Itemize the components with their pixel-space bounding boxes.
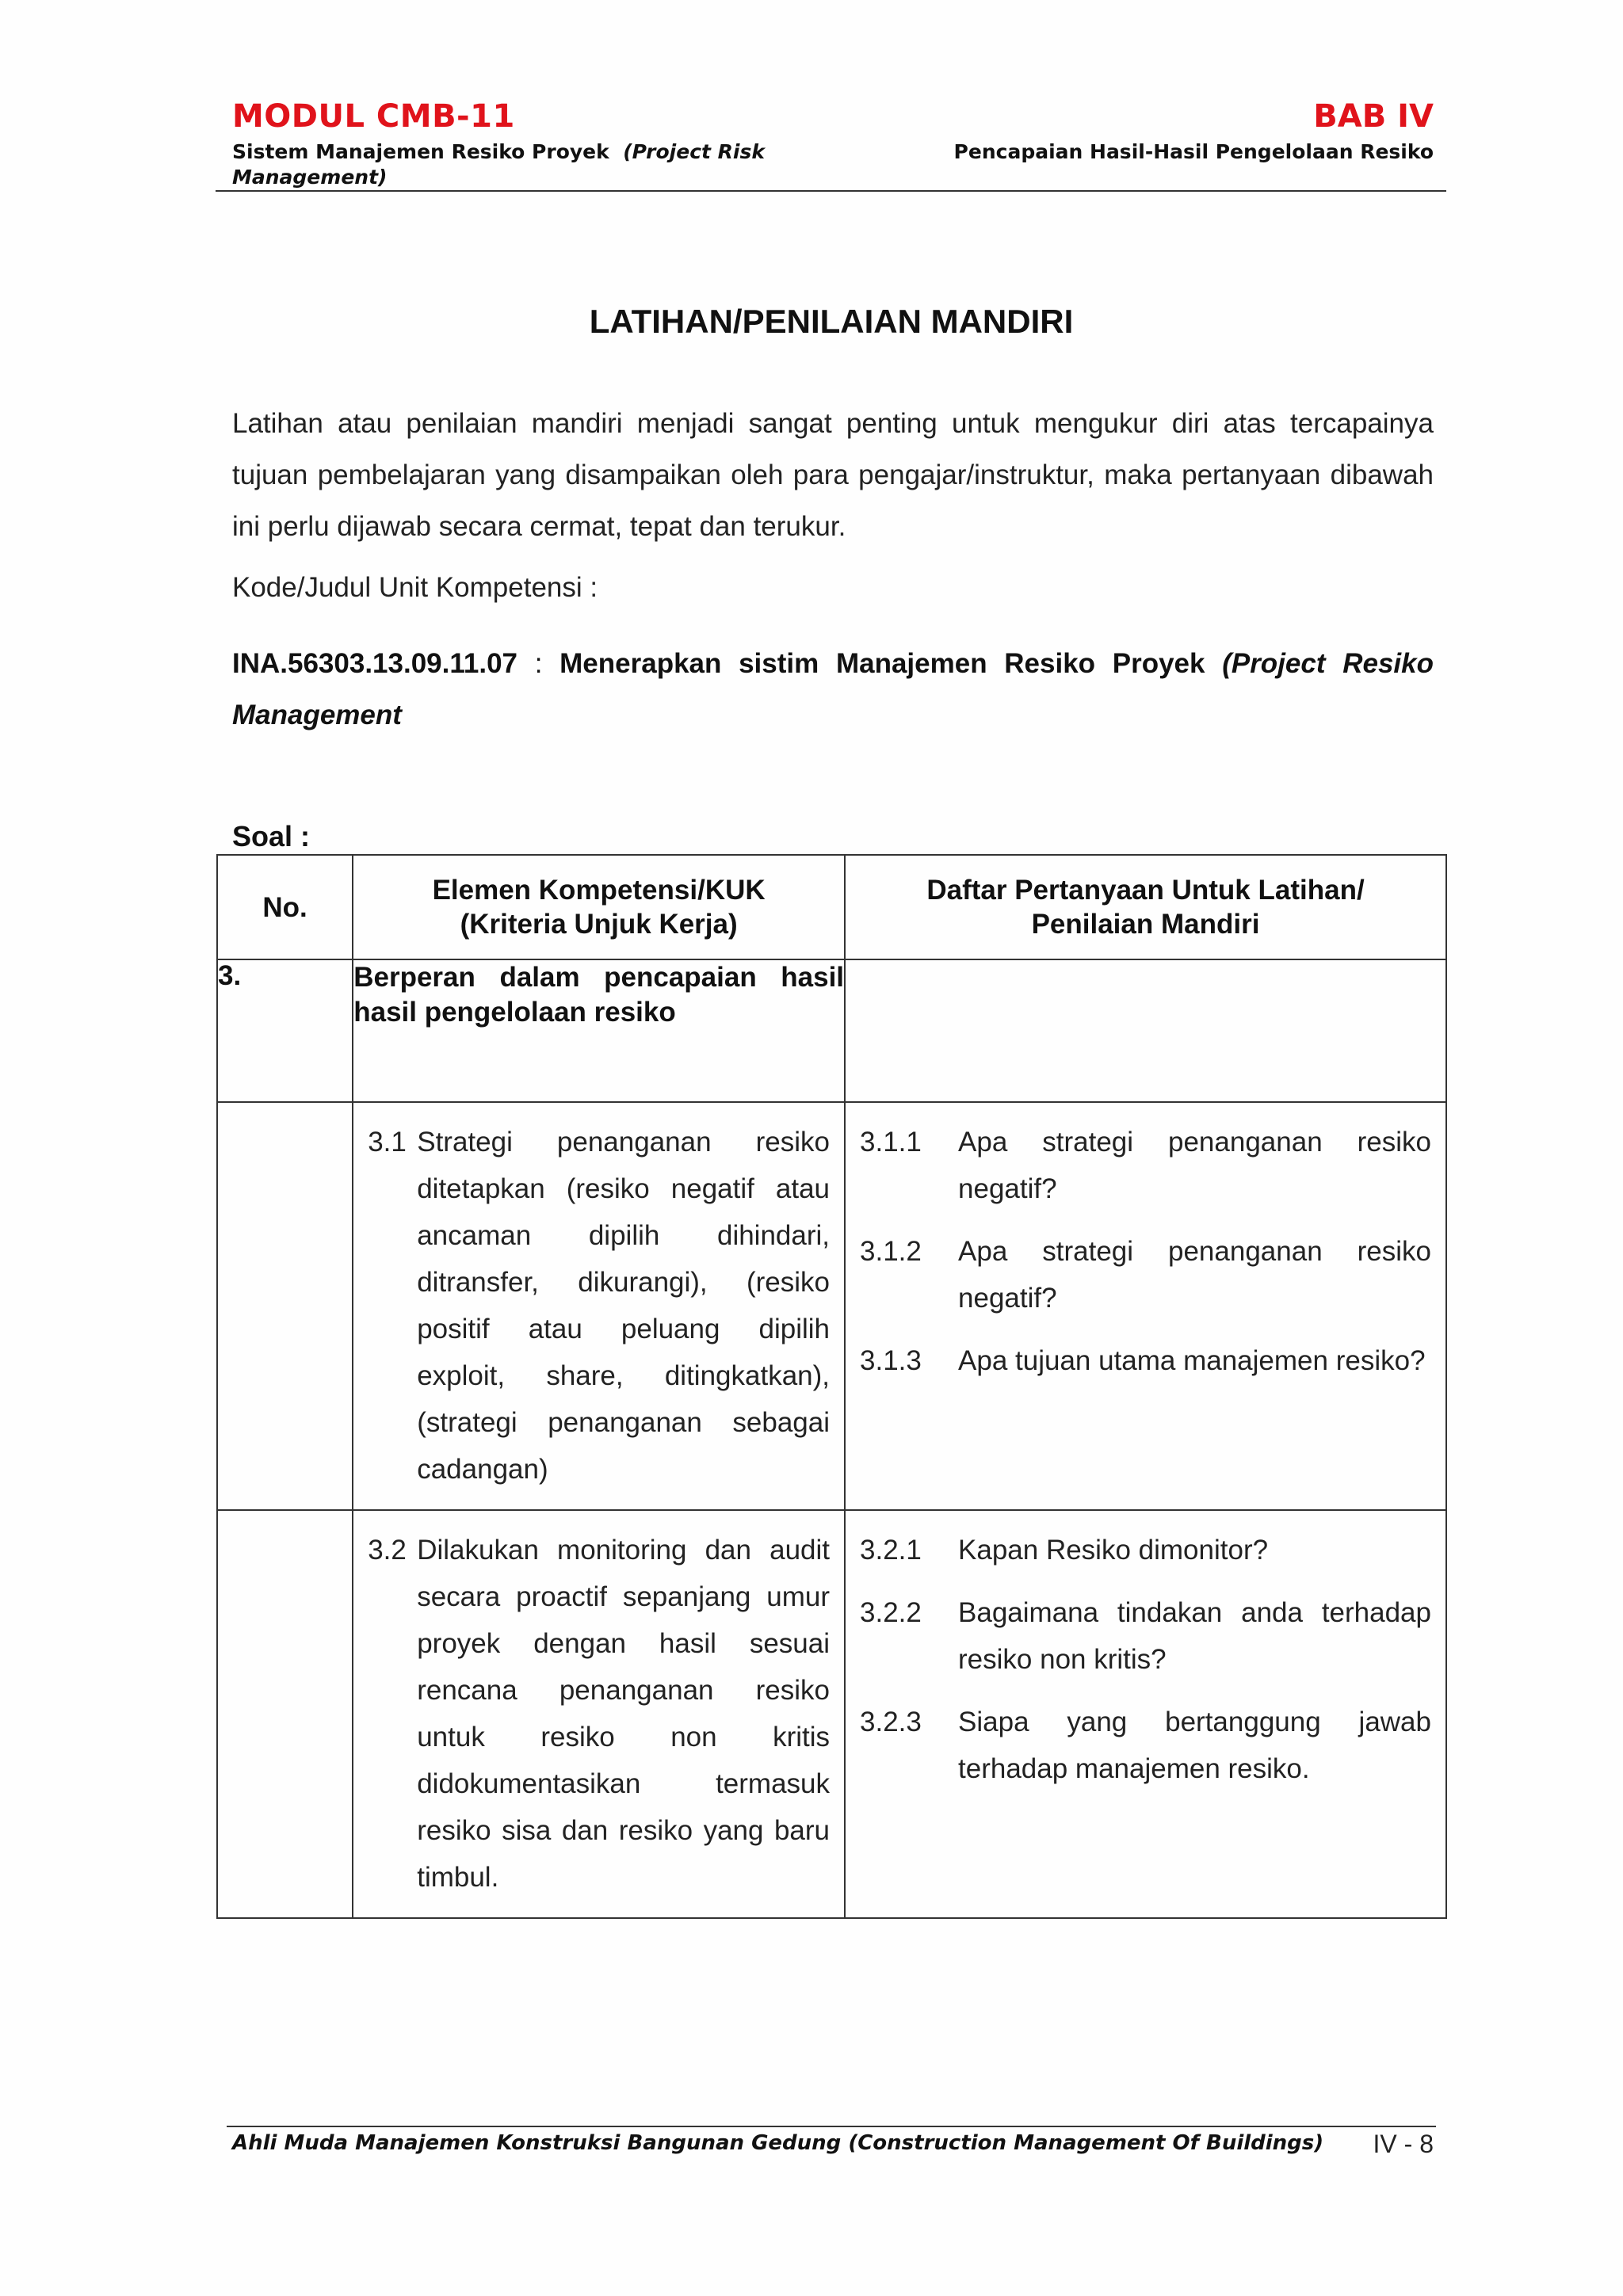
table-header-row <box>217 855 1446 959</box>
unit-code-label: Kode/Judul Unit Kompetensi : <box>232 572 598 603</box>
intro-paragraph: Latihan atau penilaian mandiri menjadi sangat penting untuk mengukur diri atas tercapainya tujuan pembelajaran yang disampaikan oleh para pengajar/instruktur, maka pertanyaan dibawah ini perlu dijawab secara cermat, tepat dan terukur. <box>232 408 1434 542</box>
question-item <box>860 1119 1431 1212</box>
header-daftar-line2: Penilaian Mandiri <box>1031 909 1260 940</box>
header-elemen <box>353 855 845 959</box>
question-item <box>860 1699 1431 1792</box>
question-text: Siapa yang bertanggung jawab terhadap manajemen resiko. <box>958 1707 1431 1784</box>
header-daftar <box>845 855 1446 959</box>
unit-competency <box>232 638 1434 741</box>
table-row <box>217 959 1446 1102</box>
question-text: Kapan Resiko dimonitor? <box>958 1535 1269 1566</box>
kuk-cell <box>353 1510 845 1918</box>
question-text: Apa strategi penanganan resiko negatif? <box>958 1127 1431 1204</box>
soal-label: Soal : <box>232 820 311 852</box>
questions-cell <box>845 1102 1446 1510</box>
kuk-number: 3.1 <box>368 1127 407 1158</box>
question-table <box>216 854 1447 1919</box>
question-item <box>860 1337 1431 1384</box>
header-daftar-line1: Daftar Pertanyaan Untuk Latihan/ <box>926 875 1365 906</box>
empty-cell <box>845 959 1446 1102</box>
question-number: 3.2.3 <box>860 1707 922 1737</box>
module-subtitle-main: Sistem Manajemen Resiko Proyek <box>232 140 609 163</box>
kuk-number: 3.2 <box>368 1535 407 1566</box>
header-no: No. <box>217 855 353 959</box>
table-row <box>217 1102 1446 1510</box>
kuk-item <box>353 1511 844 1901</box>
kuk-text: Dilakukan monitoring dan audit secara proactif sepanjang umur proyek dengan hasil sesuai rencana penanganan resiko untuk resiko non kritis didokumentasikan termasuk resiko sisa dan resiko yang baru timbul. <box>417 1535 831 1893</box>
question-text: Apa tujuan utama manajemen resiko? <box>958 1345 1426 1376</box>
questions-cell <box>845 1510 1446 1918</box>
unit-name-italic: (Project Resiko Management <box>232 648 1434 730</box>
page-title: LATIHAN/PENILAIAN MANDIRI <box>589 303 1074 340</box>
question-number: 3.1.3 <box>860 1345 922 1376</box>
question-text: Bagaimana tindakan anda terhadap resiko non kritis? <box>958 1597 1431 1675</box>
question-item <box>860 1228 1431 1322</box>
module-subtitle <box>232 139 803 190</box>
kuk-text: Strategi penanganan resiko ditetapkan (resiko negatif atau ancaman dipilih dihindari, ditransfer, dikurangi), (resiko positif atau peluang dipilih exploit, share, ditingkatkan), (strategi penanganan sebagai cadangan) <box>417 1127 831 1485</box>
question-number: 3.2.2 <box>860 1597 922 1628</box>
header-elemen-line2: (Kriteria Unjuk Kerja) <box>460 909 738 940</box>
question-number: 3.2.1 <box>860 1535 922 1566</box>
kuk-item <box>353 1103 844 1493</box>
module-title: MODUL CMB-11 <box>232 98 515 135</box>
module-subtitle-italic: (Project Risk Management) <box>232 140 765 189</box>
footer-divider <box>227 2126 1436 2127</box>
unit-code: INA.56303.13.09.11.07 <box>232 648 518 679</box>
header-divider <box>216 190 1446 192</box>
unit-separator: : <box>534 648 543 679</box>
question-number: 3.1.2 <box>860 1236 922 1267</box>
chapter-title: BAB IV <box>1313 98 1434 135</box>
table-row <box>217 1510 1446 1918</box>
header-elemen-line1: Elemen Kompetensi/KUK <box>432 875 766 906</box>
question-item <box>860 1527 1431 1573</box>
element-number: 3. <box>217 959 353 1102</box>
footer-text: Ahli Muda Manajemen Konstruksi Bangunan Gedung (Construction Management Of Buildings) <box>232 2131 1324 2155</box>
empty-cell <box>217 1102 353 1510</box>
kuk-cell <box>353 1102 845 1510</box>
chapter-subtitle: Pencapaian Hasil-Hasil Pengelolaan Resiko <box>953 140 1434 163</box>
unit-name: Menerapkan sistim Manajemen Resiko Proyek <box>559 648 1205 679</box>
page-number: IV - 8 <box>1373 2130 1434 2158</box>
question-item <box>860 1589 1431 1683</box>
empty-cell <box>217 1510 353 1918</box>
element-title: Berperan dalam pencapaian hasil hasil pengelolaan resiko <box>353 959 845 1102</box>
question-number: 3.1.1 <box>860 1127 922 1158</box>
question-text: Apa strategi penanganan resiko negatif? <box>958 1236 1431 1314</box>
